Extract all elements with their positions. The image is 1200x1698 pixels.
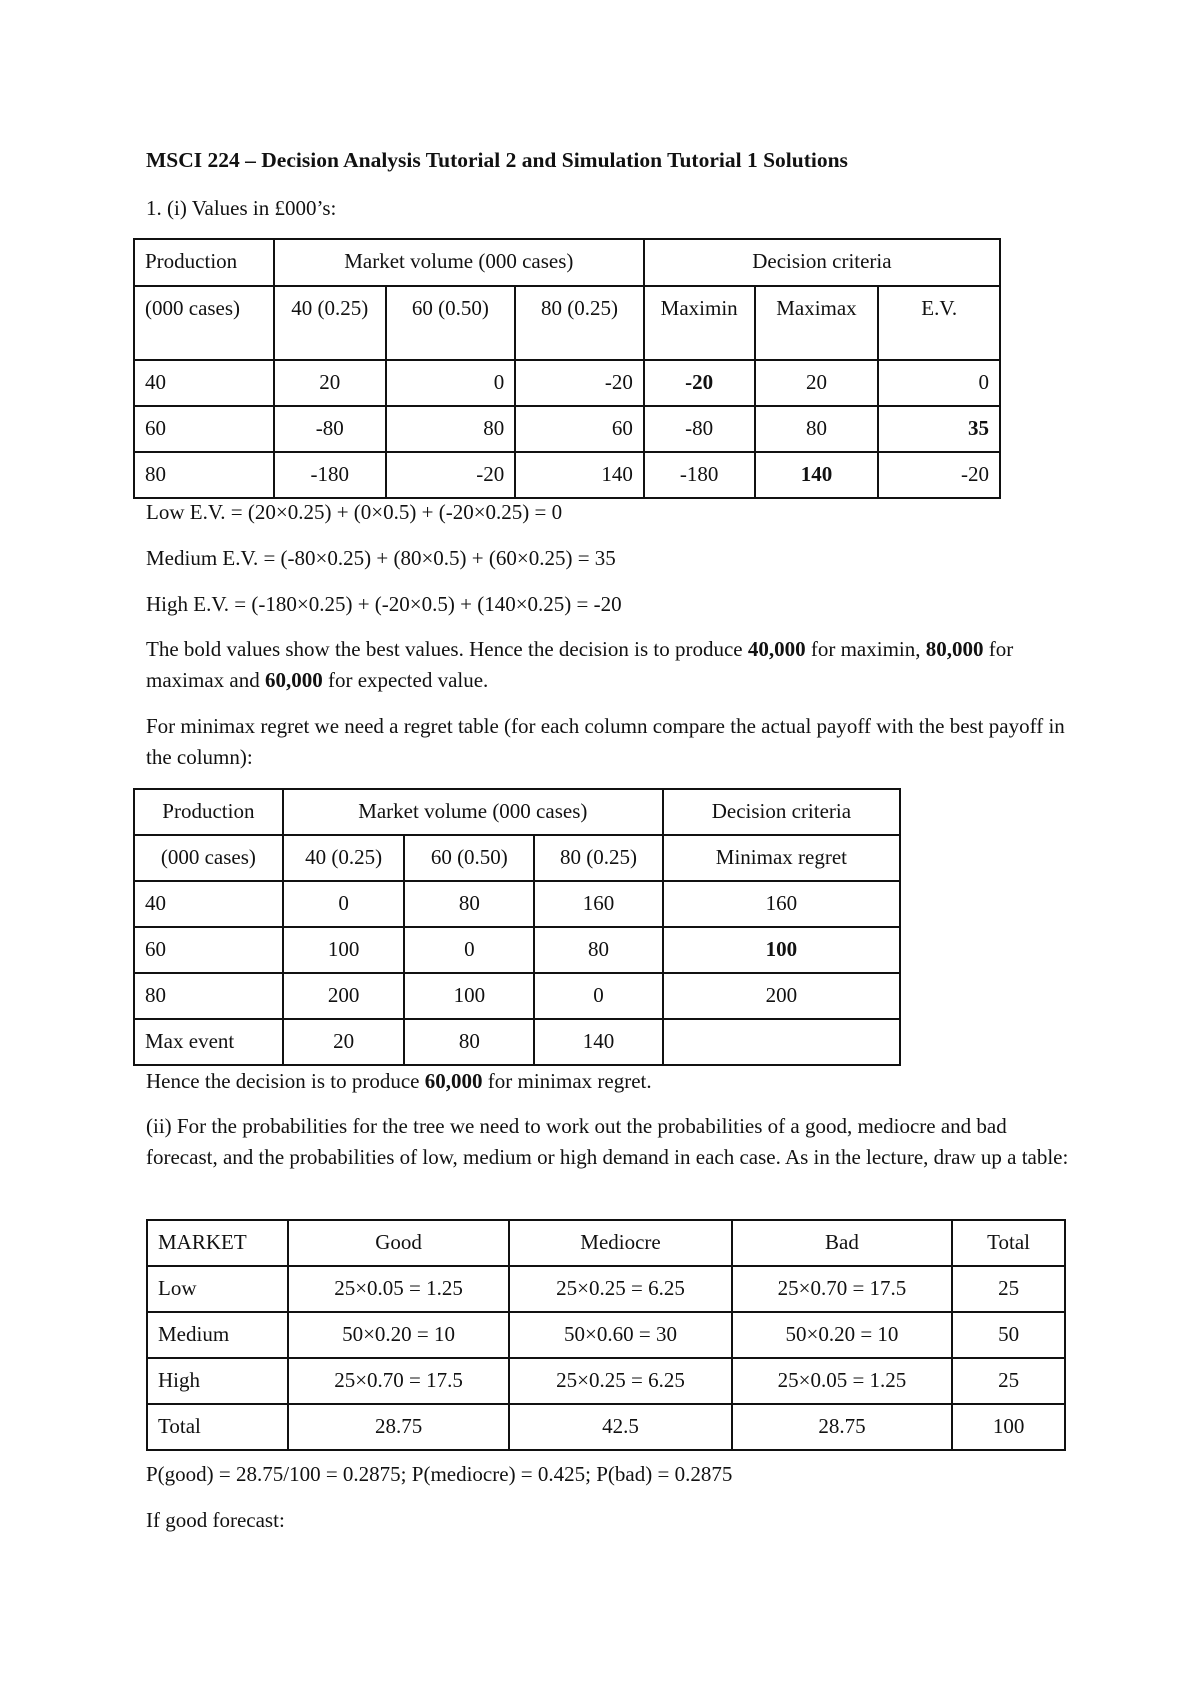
cell-total: 25 [952, 1266, 1065, 1312]
header-col-60: 60 (0.50) [404, 835, 534, 881]
table-row [147, 1358, 1065, 1404]
cell-maximax: 140 [755, 452, 879, 498]
header-market: MARKET [147, 1220, 288, 1266]
cell-value: 0 [283, 881, 405, 927]
cell-total: 25 [952, 1358, 1065, 1404]
cell-value: 0 [404, 927, 534, 973]
cell-value: -180 [274, 452, 386, 498]
cell-value: 25×0.05 = 1.25 [288, 1266, 509, 1312]
cell-empty [663, 1019, 900, 1065]
table-row [134, 927, 900, 973]
cell-maximin: -80 [644, 406, 755, 452]
cell-regret: 200 [663, 973, 900, 1019]
cell-production: 60 [134, 927, 283, 973]
cell-maximax: 20 [755, 360, 879, 406]
cell-value: 42.5 [509, 1404, 731, 1450]
header-market-volume: Market volume (000 cases) [283, 789, 663, 835]
cell-value: 100 [404, 973, 534, 1019]
cell-value: 25×0.70 = 17.5 [732, 1266, 952, 1312]
good-forecast-line: If good forecast: [146, 1508, 285, 1532]
cell-value: 28.75 [288, 1404, 509, 1450]
header-good: Good [288, 1220, 509, 1266]
table-row [134, 360, 1000, 406]
cell-value: 20 [274, 360, 386, 406]
table-row [147, 1266, 1065, 1312]
ev-high: High E.V. = (-180×0.25) + (-20×0.5) + (140×0.25) = -20 [146, 592, 622, 616]
cell-value: 140 [515, 452, 644, 498]
q1-ii-paragraph: (ii) For the probabilities for the tree we need to work out the probabilities of a good, mediocre and bad forecast, and the probabilities of low, medium or high demand in each case. As in the lecture, draw up a table: [146, 1114, 1069, 1169]
forecast-table [146, 1219, 1066, 1451]
cell-max-event-label: Max event [134, 1019, 283, 1065]
cell-value: -20 [515, 360, 644, 406]
cell-production: 40 [134, 881, 283, 927]
header-market-volume: Market volume (000 cases) [274, 239, 644, 286]
cell-ev: 35 [878, 406, 1000, 452]
cell-label: High [147, 1358, 288, 1404]
table-row [134, 406, 1000, 452]
cell-total: 50 [952, 1312, 1065, 1358]
cell-value: 80 [386, 406, 516, 452]
decision-paragraph: The bold values show the best values. Hence the decision is to produce 40,000 for maximin, 80,000 for maximax and 60,000 for expected value. [146, 637, 1014, 692]
cell-value: 50×0.20 = 10 [288, 1312, 509, 1358]
header-production: Production [134, 789, 283, 835]
header-units: (000 cases) [134, 286, 274, 360]
cell-value: 60 [515, 406, 644, 452]
probabilities-line: P(good) = 28.75/100 = 0.2875; P(mediocre) = 0.425; P(bad) = 0.2875 [146, 1462, 733, 1486]
header-mediocre: Mediocre [509, 1220, 731, 1266]
header-total: Total [952, 1220, 1065, 1266]
regret-decision: Hence the decision is to produce 60,000 for minimax regret. [146, 1069, 652, 1093]
page-title: MSCI 224 – Decision Analysis Tutorial 2 and Simulation Tutorial 1 Solutions [146, 148, 848, 172]
cell-value: 0 [534, 973, 663, 1019]
cell-value: 80 [534, 927, 663, 973]
cell-production: 80 [134, 973, 283, 1019]
cell-maximax: 80 [755, 406, 879, 452]
cell-regret: 160 [663, 881, 900, 927]
ev-low: Low E.V. = (20×0.25) + (0×0.5) + (-20×0.25) = 0 [146, 500, 563, 524]
header-ev: E.V. [878, 286, 1000, 360]
cell-value: 100 [283, 927, 405, 973]
header-col-40: 40 (0.25) [274, 286, 386, 360]
header-decision-criteria: Decision criteria [663, 789, 900, 835]
header-decision-criteria: Decision criteria [644, 239, 1000, 286]
header-col-40: 40 (0.25) [283, 835, 405, 881]
header-maximax: Maximax [755, 286, 879, 360]
cell-value: 20 [283, 1019, 405, 1065]
table-row [134, 881, 900, 927]
header-production: Production [134, 239, 274, 286]
header-maximin: Maximin [644, 286, 755, 360]
table-row [134, 973, 900, 1019]
cell-ev: -20 [878, 452, 1000, 498]
cell-value: 200 [283, 973, 405, 1019]
cell-value: -80 [274, 406, 386, 452]
ev-medium: Medium E.V. = (-80×0.25) + (80×0.5) + (60×0.25) = 35 [146, 546, 616, 570]
cell-value: 80 [404, 1019, 534, 1065]
cell-value: 50×0.60 = 30 [509, 1312, 731, 1358]
cell-label: Total [147, 1404, 288, 1450]
cell-maximin: -180 [644, 452, 755, 498]
cell-value: 50×0.20 = 10 [732, 1312, 952, 1358]
cell-value: 25×0.70 = 17.5 [288, 1358, 509, 1404]
header-col-60: 60 (0.50) [386, 286, 516, 360]
cell-value: 25×0.05 = 1.25 [732, 1358, 952, 1404]
header-units: (000 cases) [134, 835, 283, 881]
cell-label: Medium [147, 1312, 288, 1358]
cell-total: 100 [952, 1404, 1065, 1450]
cell-label: Low [147, 1266, 288, 1312]
header-minimax-regret: Minimax regret [663, 835, 900, 881]
cell-production: 40 [134, 360, 274, 406]
cell-value: 0 [386, 360, 516, 406]
cell-production: 80 [134, 452, 274, 498]
cell-value: 28.75 [732, 1404, 952, 1450]
table-row [134, 1019, 900, 1065]
regret-intro: For minimax regret we need a regret table (for each column compare the actual payoff with the best payoff in the column): [146, 714, 1065, 769]
cell-value: 160 [534, 881, 663, 927]
cell-value: 80 [404, 881, 534, 927]
table-row [134, 452, 1000, 498]
cell-maximin: -20 [644, 360, 755, 406]
cell-regret: 100 [663, 927, 900, 973]
header-bad: Bad [732, 1220, 952, 1266]
cell-value: 25×0.25 = 6.25 [509, 1266, 731, 1312]
cell-value: 140 [534, 1019, 663, 1065]
payoff-table [133, 238, 1001, 499]
cell-ev: 0 [878, 360, 1000, 406]
q1-intro: 1. (i) Values in £000’s: [146, 196, 337, 220]
cell-value: -20 [386, 452, 516, 498]
cell-value: 25×0.25 = 6.25 [509, 1358, 731, 1404]
regret-table [133, 788, 901, 1066]
header-col-80: 80 (0.25) [515, 286, 644, 360]
table-row [147, 1404, 1065, 1450]
table-row [147, 1312, 1065, 1358]
header-col-80: 80 (0.25) [534, 835, 663, 881]
cell-production: 60 [134, 406, 274, 452]
